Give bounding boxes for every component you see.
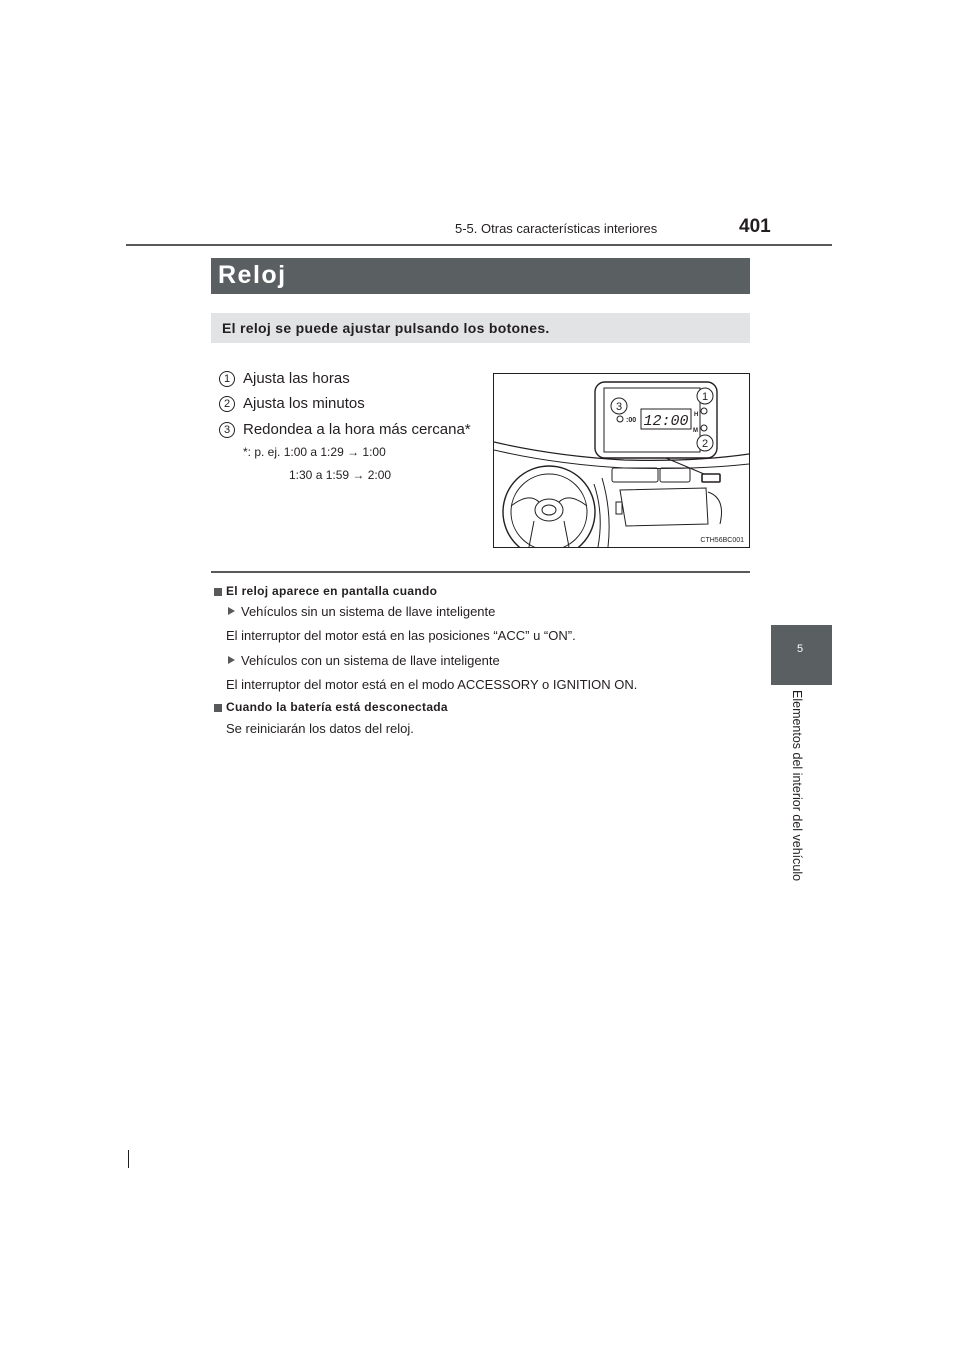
clock-illustration xyxy=(493,373,750,548)
section-separator xyxy=(211,571,750,573)
section-heading-display: El reloj aparece en pantalla cuando xyxy=(226,584,438,598)
heading-square-icon xyxy=(214,704,222,712)
text-no-smart-key: El interruptor del motor está en las posiciones “ACC” u “ON”. xyxy=(226,628,576,643)
item-number-1: 1 xyxy=(219,371,235,387)
dashboard-drawing xyxy=(494,374,749,547)
intro-text: El reloj se puede ajustar pulsando los botones. xyxy=(222,320,550,336)
bullet-triangle-icon xyxy=(228,607,235,615)
figure-code: CTH56BC001 xyxy=(700,537,744,544)
minute-button-label: M xyxy=(693,428,698,434)
footnote-line-2: 1:30 a 1:59 → 2:00 xyxy=(289,468,392,482)
chapter-number: 5 xyxy=(796,643,804,655)
footnote-line-1: *: p. ej. 1:00 a 1:29 → 1:00 xyxy=(243,445,386,459)
title-bar xyxy=(211,258,750,294)
bullet-triangle-icon xyxy=(228,656,235,664)
item-label-3: Redondea a la hora más cercana* xyxy=(243,421,471,438)
item-label-1: Ajusta las horas xyxy=(243,370,350,387)
item-label-2: Ajusta los minutos xyxy=(243,395,365,412)
heading-square-icon xyxy=(214,588,222,596)
chapter-label-box xyxy=(780,690,816,890)
text-battery: Se reiniciarán los datos del reloj. xyxy=(226,721,414,736)
chapter-tab xyxy=(771,625,832,685)
header-rule xyxy=(126,244,832,246)
bullet-smart-key: Vehículos con un sistema de llave inteligente xyxy=(241,653,500,668)
item-number-2: 2 xyxy=(219,396,235,412)
round-button-label: :00 xyxy=(626,417,637,424)
crop-mark xyxy=(128,1150,129,1168)
item-number-3: 3 xyxy=(219,422,235,438)
page-title: Reloj xyxy=(218,261,287,289)
text-smart-key: El interruptor del motor está en el modo ACCESSORY o IGNITION ON. xyxy=(226,677,638,692)
callout-2: 2 xyxy=(701,438,709,450)
callout-1: 1 xyxy=(701,391,709,403)
bullet-no-smart-key: Vehículos sin un sistema de llave inteligente xyxy=(241,604,496,619)
hour-button-label: H xyxy=(694,412,699,418)
clock-display-time: 12:00 xyxy=(643,413,689,430)
chapter-label: Elementos del interior del vehículo xyxy=(790,690,804,882)
section-header: 5-5. Otras características interiores xyxy=(455,221,658,236)
callout-3: 3 xyxy=(615,401,623,413)
page-number: 401 xyxy=(739,216,771,237)
section-heading-battery: Cuando la batería está desconectada xyxy=(226,700,448,714)
